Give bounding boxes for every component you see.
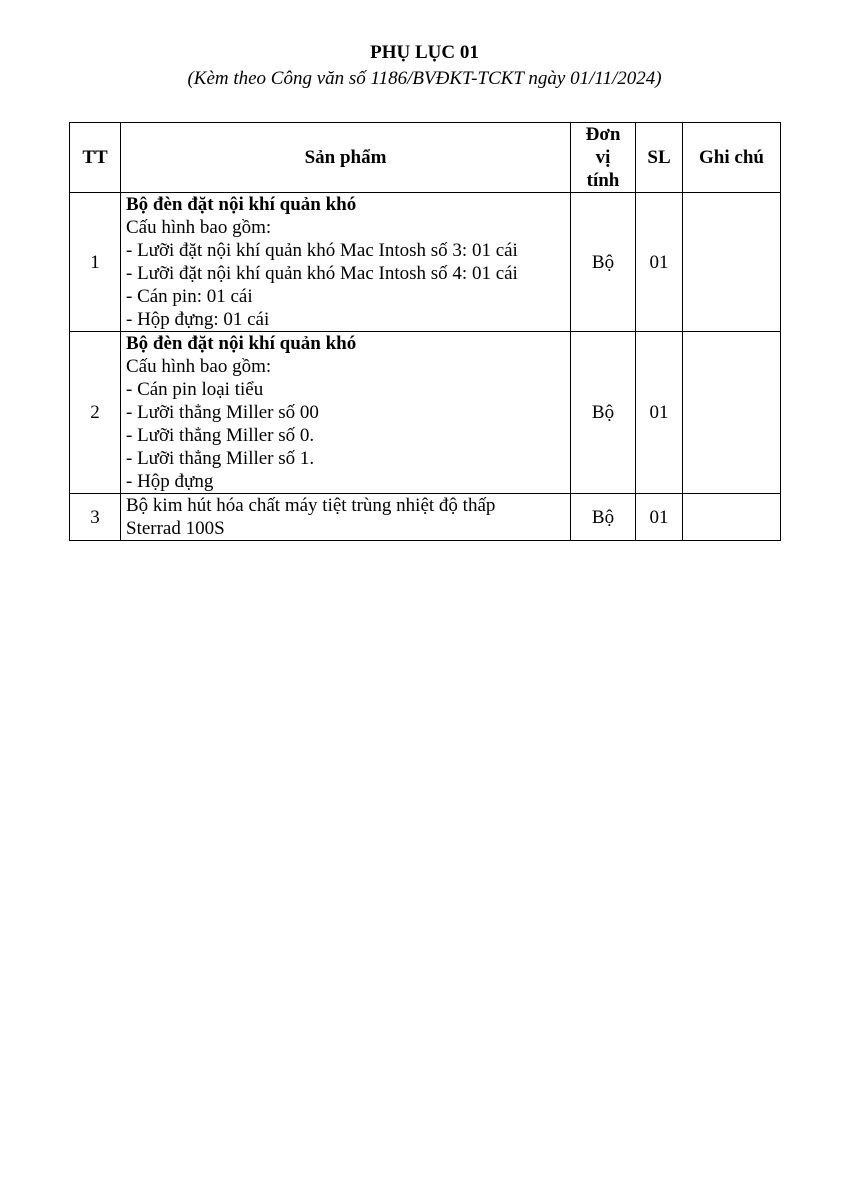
row-note bbox=[683, 332, 781, 494]
header-unit-line3: tính bbox=[586, 170, 620, 191]
row-unit: Bộ bbox=[571, 332, 636, 494]
header-note: Ghi chú bbox=[683, 123, 781, 193]
product-line: - Cán pin: 01 cái bbox=[126, 286, 253, 307]
row-product bbox=[121, 494, 571, 541]
product-line: - Hộp đựng bbox=[126, 471, 214, 492]
row-unit: Bộ bbox=[571, 494, 636, 541]
header-tt: TT bbox=[70, 123, 121, 193]
page-subtitle: (Kèm theo Công văn số 1186/BVĐKT-TCKT ngày 01/11/2024) bbox=[187, 68, 662, 89]
row-note bbox=[683, 494, 781, 541]
header-product: Sản phẩm bbox=[121, 123, 571, 193]
product-line: - Lưỡi thẳng Miller số 1. bbox=[126, 448, 315, 469]
product-line: - Hộp đựng: 01 cái bbox=[126, 309, 270, 330]
product-line: Cấu hình bao gồm: bbox=[126, 217, 272, 238]
product-line: - Cán pin loại tiểu bbox=[126, 379, 264, 400]
row-unit: Bộ bbox=[571, 193, 636, 332]
product-line: Cấu hình bao gồm: bbox=[126, 356, 272, 377]
product-line: Bộ kim hút hóa chất máy tiệt trùng nhiệt độ thấp bbox=[126, 495, 496, 516]
row-qty: 01 bbox=[636, 494, 683, 541]
header-unit bbox=[571, 123, 636, 193]
product-line: Sterrad 100S bbox=[126, 518, 225, 539]
row-qty: 01 bbox=[636, 332, 683, 494]
table-row bbox=[70, 332, 781, 494]
page-title: PHỤ LỤC 01 bbox=[370, 42, 479, 63]
header-unit-line1: Đơn bbox=[585, 124, 621, 145]
product-line: - Lưỡi đặt nội khí quản khó Mac Intosh số 3: 01 cái bbox=[126, 240, 518, 261]
row-product bbox=[121, 193, 571, 332]
product-line: - Lưỡi thẳng Miller số 0. bbox=[126, 425, 315, 446]
row-tt: 3 bbox=[70, 494, 121, 541]
product-line: - Lưỡi thẳng Miller số 00 bbox=[126, 402, 319, 423]
row-qty: 01 bbox=[636, 193, 683, 332]
product-title: Bộ đèn đặt nội khí quản khó bbox=[126, 194, 357, 215]
row-tt: 1 bbox=[70, 193, 121, 332]
row-note bbox=[683, 193, 781, 332]
product-table bbox=[69, 122, 781, 541]
row-product bbox=[121, 332, 571, 494]
row-tt: 2 bbox=[70, 332, 121, 494]
header-unit-line2: vị bbox=[595, 147, 611, 168]
table-header-row bbox=[70, 123, 781, 193]
product-line: - Lưỡi đặt nội khí quản khó Mac Intosh số 4: 01 cái bbox=[126, 263, 518, 284]
table-row bbox=[70, 193, 781, 332]
header-qty: SL bbox=[636, 123, 683, 193]
product-title: Bộ đèn đặt nội khí quản khó bbox=[126, 333, 357, 354]
table-row bbox=[70, 494, 781, 541]
